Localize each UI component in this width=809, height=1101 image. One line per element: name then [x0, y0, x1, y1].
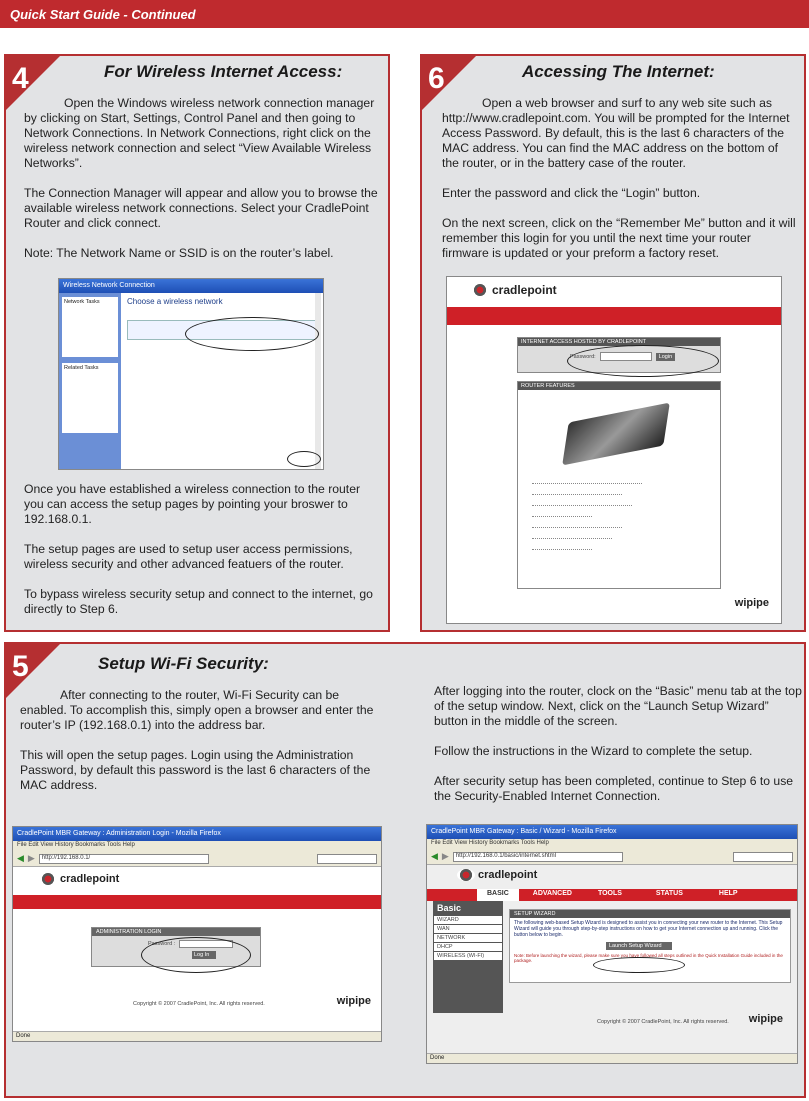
- step-6-paragraph: On the next screen, click on the “Remember Me” button and it will remember this login for you until the next time your router firmware is updated or your preform a factory reset.: [442, 216, 796, 260]
- copyright-text: Copyright © 2007 CradlePoint, Inc. All rights reserved.: [133, 1001, 265, 1007]
- header-band: [13, 895, 381, 909]
- page-header: Quick Start Guide - Continued: [0, 0, 809, 28]
- step-4-title: For Wireless Internet Access:: [104, 62, 343, 81]
- setup-wizard-title: SETUP WIZARD: [510, 910, 790, 918]
- tab-help[interactable]: HELP: [718, 890, 738, 897]
- setup-wizard-screenshot: [426, 824, 798, 1064]
- step-5-panel: [4, 642, 806, 1098]
- browser-statusbar: Done: [13, 1031, 381, 1041]
- step-4-panel: [4, 54, 390, 632]
- wipipe-logo: wipipe: [734, 597, 769, 609]
- wizard-note: Note: Before launching the wizard, please make sure you have followed all steps outlined in the Quick Installation Guide included in the package.: [514, 953, 783, 963]
- cradlepoint-logo-icon: [39, 873, 57, 885]
- copyright-text: Copyright © 2007 CradlePoint, Inc. All rights reserved.: [597, 1019, 729, 1025]
- setup-wizard-text: The following web-based Setup Wizard is designed to assist you in connecting your new router to the Internet. This Setup Wizard will guide you through step-by-step instructions on how to get your Internet connection up and running. Click the button below to begin.: [514, 920, 783, 938]
- scrollbar[interactable]: [315, 293, 321, 470]
- address-bar[interactable]: http://192.168.0.1/: [39, 854, 209, 864]
- browser-statusbar: Done: [427, 1053, 797, 1063]
- sidebar-item-network[interactable]: NETWORK: [434, 934, 502, 942]
- log-in-button[interactable]: Log In: [192, 951, 216, 959]
- highlight-oval: [567, 345, 719, 377]
- admin-login-screenshot: [12, 826, 382, 1042]
- internet-access-box-title: INTERNET ACCESS HOSTED BY CRADLEPOINT: [518, 338, 720, 346]
- sidebar-item-wizard[interactable]: WIZARD: [434, 916, 502, 924]
- login-button[interactable]: Login: [656, 353, 675, 361]
- related-tasks-box: Related Tasks: [62, 363, 118, 433]
- step-5-paragraph: After security setup has been completed, continue to Step 6 to use the Security-Enabled Internet Connection.: [434, 774, 794, 803]
- tab-status[interactable]: STATUS: [655, 890, 683, 897]
- step-4-number: 4: [12, 62, 29, 95]
- step-5-paragraph: After logging into the router, clock on the “Basic” menu tab at the top of the setup window. Next, click on the “Launch Setup Wizard” button in the middle of the screen.: [434, 684, 802, 728]
- step-4-paragraph: The Connection Manager will appear and allow you to browse the available wireless network connections. Select your CradlePoint Router and click connect.: [24, 186, 378, 230]
- browser-navbar: [427, 849, 797, 865]
- back-icon[interactable]: ◀: [431, 851, 438, 861]
- forward-icon[interactable]: ▶: [441, 851, 449, 861]
- sidebar-item-wan[interactable]: WAN: [434, 925, 502, 933]
- router-features-box: [517, 381, 721, 589]
- wireless-networks-screenshot: [58, 278, 324, 470]
- highlight-oval: [185, 317, 319, 351]
- cradlepoint-logo-icon: [471, 284, 489, 296]
- browser-titlebar: CradlePoint MBR Gateway : Administration Login - Mozilla Firefox: [13, 827, 381, 841]
- internet-access-screenshot: [446, 276, 782, 624]
- sidebar: [433, 901, 503, 1013]
- launch-setup-wizard-button[interactable]: Launch Setup Wizard: [606, 942, 672, 950]
- header-band: [447, 307, 781, 325]
- step-5-title: Setup Wi-Fi Security:: [98, 654, 269, 673]
- wireless-window-titlebar: Wireless Network Connection: [59, 279, 323, 293]
- cradlepoint-logo-icon: [457, 869, 475, 881]
- sidebar-item-wireless[interactable]: WIRELESS (WI-FI): [434, 952, 502, 960]
- password-label: Password :: [148, 941, 176, 947]
- nav-tabs-band: [427, 889, 797, 901]
- tab-advanced[interactable]: ADVANCED: [532, 890, 572, 897]
- wipipe-logo: wipipe: [748, 1013, 783, 1025]
- tab-basic[interactable]: BASIC: [477, 889, 519, 901]
- choose-network-heading: Choose a wireless network: [127, 297, 223, 306]
- forward-icon[interactable]: ▶: [27, 853, 35, 863]
- browser-navbar: [13, 851, 381, 867]
- router-features-title: ROUTER FEATURES: [518, 382, 720, 390]
- back-icon[interactable]: ◀: [17, 853, 24, 863]
- step-4-paragraph: To bypass wireless security setup and connect to the internet, go directly to Step 6.: [24, 587, 373, 616]
- search-input[interactable]: [733, 852, 793, 862]
- highlight-oval: [593, 957, 685, 973]
- browser-menubar: File Edit View History Bookmarks Tools Help: [13, 841, 381, 851]
- step-6-number: 6: [428, 62, 445, 95]
- router-image: [562, 403, 670, 466]
- step-4-paragraph: Open the Windows wireless network connection manager by clicking on Start, Settings, Control Panel and then going to Network Connections. In Network Connections, right click on the wireless network connection and select “View Available Wireless Networks”.: [24, 96, 375, 170]
- address-bar[interactable]: http://192.168.0.1/basic/internet.shtml: [453, 852, 623, 862]
- cradlepoint-logo: cradlepoint: [39, 873, 119, 885]
- wipipe-logo: wipipe: [336, 995, 371, 1007]
- step-4-note: Note: The Network Name or SSID is on the router’s label.: [24, 246, 334, 260]
- step-6-panel: [420, 54, 806, 632]
- step-4-paragraph: Once you have established a wireless connection to the router you can access the setup pages by pointing your broswer to 192.168.0.1.: [24, 482, 361, 526]
- browser-menubar: File Edit View History Bookmarks Tools Help: [427, 839, 797, 849]
- step-6-paragraph: Enter the password and click the “Login” button.: [442, 186, 701, 200]
- step-5-number: 5: [12, 650, 29, 683]
- browser-titlebar: CradlePoint MBR Gateway : Basic / Wizard - Mozilla Firefox: [427, 825, 797, 839]
- step-5-paragraph: Follow the instructions in the Wizard to complete the setup.: [434, 744, 753, 758]
- network-tasks-box: Network Tasks: [62, 297, 118, 357]
- cradlepoint-logo: cradlepoint: [471, 283, 557, 297]
- step-6-title: Accessing The Internet:: [522, 62, 715, 81]
- password-label: Password:: [570, 353, 596, 360]
- step-5-paragraph: This will open the setup pages. Login using the Administration Password, by default this password is the last 6 characters of the MAC address.: [20, 748, 371, 792]
- highlight-oval: [287, 451, 321, 467]
- tab-tools[interactable]: TOOLS: [597, 890, 622, 897]
- sidebar-item-dhcp[interactable]: DHCP: [434, 943, 502, 951]
- step-5-paragraph: After connecting to the router, Wi-Fi Security can be enabled. To accomplish this, simply open a browser and enter the router’s IP (192.168.0.1) into the address bar.: [20, 688, 374, 732]
- cradlepoint-logo: cradlepoint: [457, 869, 537, 881]
- sidebar-title: Basic: [437, 903, 462, 913]
- search-input[interactable]: [317, 854, 377, 864]
- step-4-paragraph: The setup pages are used to setup user access permissions, wireless security and other advanced featuers of the router.: [24, 542, 353, 571]
- step-6-paragraph: Open a web browser and surf to any web site such as http://www.cradlepoint.com. You will be prompted for the Internet Access Password. By default, this is the last 6 characters of the MAC address. You can find the MAC address on the bottom of the router, or in the battery case of the router.: [442, 96, 790, 170]
- admin-login-title: ADMINISTRATION LOGIN: [92, 928, 260, 936]
- highlight-oval: [141, 937, 251, 973]
